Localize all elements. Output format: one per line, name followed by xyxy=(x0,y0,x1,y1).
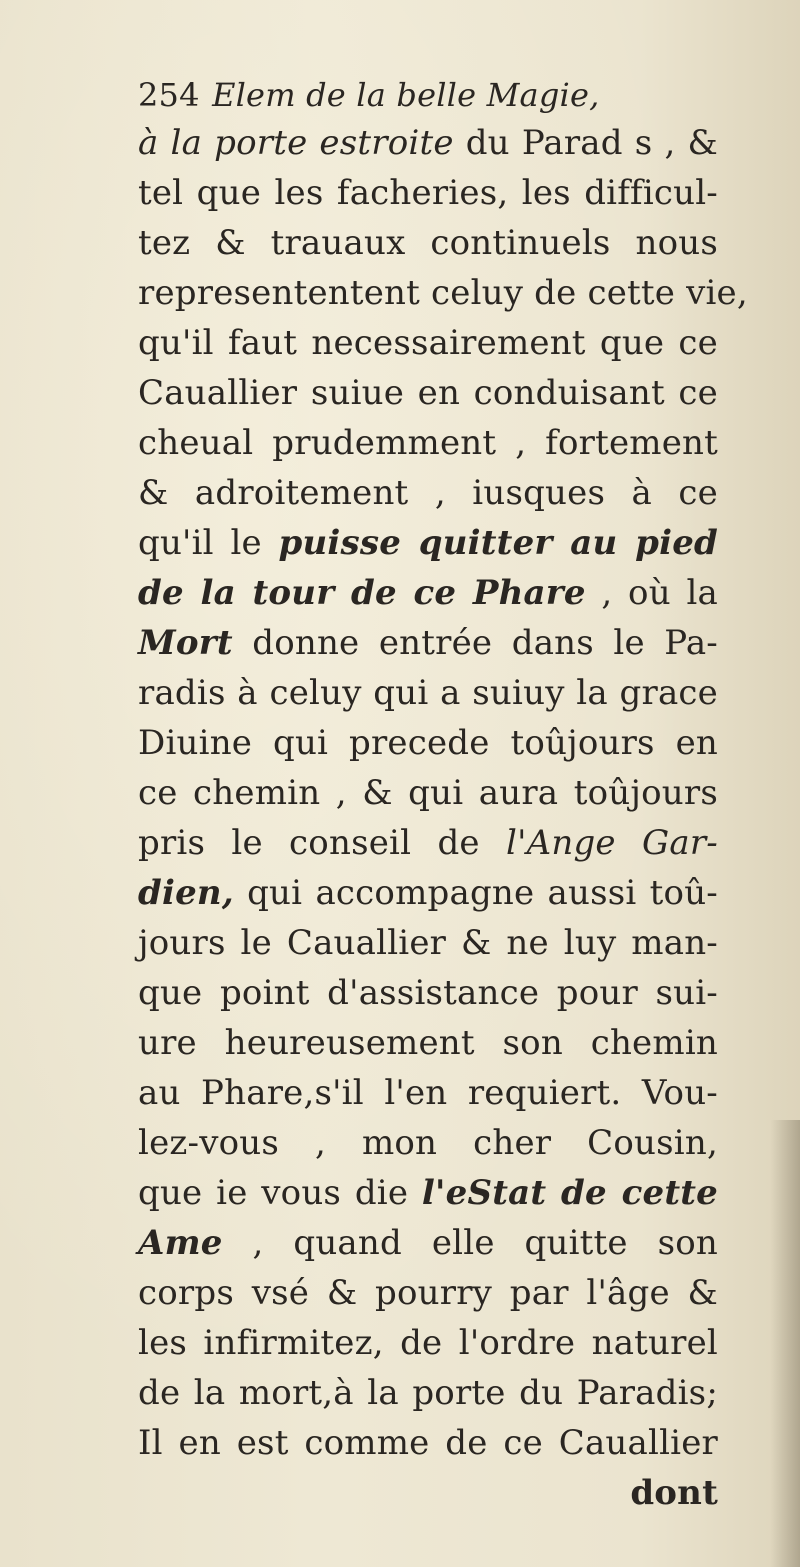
text-segment: jours le Cauallier & ne luy man- xyxy=(138,923,718,963)
text-segment: qu'il le xyxy=(138,523,279,563)
text-line xyxy=(138,268,748,318)
text-line xyxy=(138,1218,718,1268)
text-segment: dien, xyxy=(138,873,234,913)
text-segment: corps vsé & pourry par l'âge & xyxy=(138,1273,718,1313)
text-segment: Il en est comme de ce Cauallier xyxy=(138,1423,718,1463)
text-line xyxy=(138,718,718,768)
text-line xyxy=(138,1418,718,1468)
text-segment: donne entrée dans le Pa- xyxy=(232,623,718,663)
text-segment: les infirmitez, de l'ordre naturel xyxy=(138,1323,718,1363)
text-line xyxy=(138,468,718,518)
text-segment: radis à celuy qui a suiuy la grace xyxy=(138,673,718,713)
text-line xyxy=(138,918,718,968)
text-segment: ure heureusement son chemin xyxy=(138,1023,718,1063)
text-segment: & adroitement , iusques à ce xyxy=(138,473,718,513)
page-edge-shadow xyxy=(770,1120,800,1567)
text-segment: cheual prudemment , fortement xyxy=(138,423,718,463)
text-segment: , où la xyxy=(585,573,719,613)
body-text xyxy=(138,118,748,1468)
text-segment: que ie vous die xyxy=(138,1173,422,1213)
text-segment: tel que les facheries, les difficul- xyxy=(138,173,718,213)
text-line xyxy=(138,868,718,918)
text-line xyxy=(138,518,718,568)
page-number: 254 xyxy=(138,76,200,114)
text-segment: que point d'assistance pour sui- xyxy=(138,973,718,1013)
text-segment: pris le conseil de xyxy=(138,823,506,863)
running-header xyxy=(138,72,718,118)
text-segment: lez-vous , mon cher Cousin, xyxy=(138,1123,718,1163)
text-segment: de la mort,à la porte du Paradis; xyxy=(138,1373,718,1413)
text-segment: l'Ange Gar- xyxy=(506,823,718,863)
text-line xyxy=(138,618,718,668)
text-segment: du Parad s , & xyxy=(453,123,718,163)
text-segment: l'eStat de cette xyxy=(421,1173,718,1213)
text-segment: represententent celuy de cette vie, xyxy=(138,273,748,313)
text-segment: Ame xyxy=(138,1223,223,1263)
text-segment: ce chemin , & qui aura toûjours xyxy=(138,773,718,813)
text-line xyxy=(138,1068,718,1118)
text-segment: , quand elle quitte son xyxy=(222,1223,718,1263)
text-line xyxy=(138,368,718,418)
text-segment: tez & trauaux continuels nous xyxy=(138,223,718,263)
text-segment: à la porte estroite xyxy=(138,123,454,163)
running-head: Elem de la belle Magie, xyxy=(212,76,600,114)
text-line xyxy=(138,318,718,368)
text-segment: au Phare,s'il l'en requiert. Vou- xyxy=(138,1073,718,1113)
text-line xyxy=(138,568,718,618)
text-line xyxy=(138,968,718,1018)
text-line xyxy=(138,768,718,818)
text-line xyxy=(138,118,718,168)
text-segment: puisse quitter au pied xyxy=(278,523,719,563)
text-line xyxy=(138,1318,718,1368)
catchword: dont xyxy=(630,1473,718,1513)
text-segment: Cauallier suiue en conduisant ce xyxy=(138,373,718,413)
text-line xyxy=(138,1168,718,1218)
text-block xyxy=(138,72,748,1518)
text-segment: de la tour de ce Phare xyxy=(138,573,586,613)
text-segment: Diuine qui precede toûjours en xyxy=(138,723,718,763)
text-line xyxy=(138,668,718,718)
text-line xyxy=(138,168,718,218)
text-segment: qu'il faut necessairement que ce xyxy=(138,323,718,363)
text-line xyxy=(138,1268,718,1318)
text-line xyxy=(138,1118,718,1168)
text-line xyxy=(138,818,718,868)
text-line xyxy=(138,1368,718,1418)
text-segment: qui accompagne aussi toû- xyxy=(233,873,718,913)
text-line xyxy=(138,418,718,468)
text-line xyxy=(138,218,718,268)
text-segment: Mort xyxy=(138,623,233,663)
text-line xyxy=(138,1018,718,1068)
